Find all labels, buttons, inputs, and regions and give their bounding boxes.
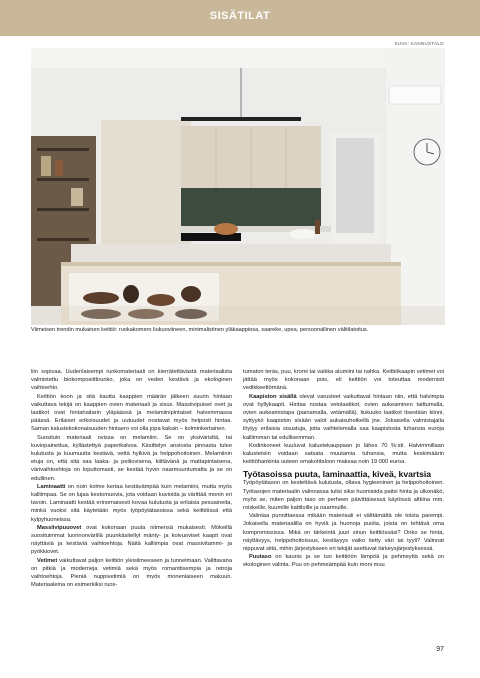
paragraph: Puutaso on kaunis ja se tuo keittiöön lämpöä ja pehmeyttä sekä on ekologinen valinta. Puu on pehmeämpää kuin moni muu <box>243 554 444 569</box>
paragraph: Valintaa punnittaessa mikään materiaali ei välttämättä ole toista parempi. Jokaisella materiaalilla on hyviä ja huonoja puolia, joista on tehtävä oma kompromississa. Mikä on tärkeintä juuri sinun keittiössäsi? Onko se hinta, näyttävyys, helppohoitoisuus, kestävyys vaiko tietty väri tai tyyli? Valinnat nippuvat siitä, mihin järjestykseen eri tekijät asettuvat tärkeysjärjestyksessä. <box>243 513 444 553</box>
paragraph: Suosituin materiaali ovissa on melamiini. Se on yksivärisltä, tai kuviopainettua, kyllästettyä paperikalvoa. Käsittelyn ansiosta pinnasta tulee kulutusta ja kuumuutta kestävä, vettä hylkivä ja helppohoitoinen. Melamiinin etuja on, että sitä saa laaka- ja peiliovisena, kiiltävänä ja mattapintaisena, värivaihtoehtoja on loputtomasti, se kestää hyvin naarmuuntumatta ja se on edullinen. <box>31 434 232 482</box>
right-text-column <box>243 368 444 570</box>
paragraph: liin sopivaa. Uudenlaisempi runkomateriaali on kierrätettävästä materiaalista valmistettu biokomposiittirunko, joka on veden kestävä ja ekologinen vaihtoehto. <box>31 369 232 392</box>
paragraph: Kaapiston sisällä olevat varusteet vaikuttavat hintaan niin, että halvimpia ovat hyllykaapit. Hintaa nostaa vetolaatikot, ovien aukeaminen taittumalla, ovien aukeamistapa (painamalla, vetämällä), liukuuko laatikot itsestään kiinni, syttyykö kaapiston sisään valot aukaisuhetkellä jne. Jokaisella valmistajalla löytyy erilaisia sisustuja, joita vaihtelemalla saa kaapistosta tuhansia euroja kalliimman tai edullisemman. <box>243 393 444 441</box>
left-text-column <box>31 368 232 589</box>
paragraph: Vetimet vaikuttavat paljon keittiön yleisilmeeseen ja tunnelmaan. Valittavana on pitkiä ja moderneja vetimiä sekä myös romanttisempia ja retroja vaihtoehtoja. Pieniä nuppivetimiä on myös monenlaiseen makuun. Materiaaleina on esimerkiksi ruos- <box>31 557 232 589</box>
paragraph: tumaton teräs, puu, kromi tai vaikka alumiini tai nahka. Keittiökaapin vetimet voi jättää myös kokonaan pois, eli keittiön voi toteuttaa modernisti vedikkeettömänä. <box>243 369 444 392</box>
page-number: 97 <box>436 646 444 653</box>
paragraph: Kodinkoneet kuuluvat kalustekauppaan jo lähes 70 %:sti. Halvimmillaan kalusteisiin voidaan satsata muutamia tuhansia, mutta keskimäärin keittiöhankinta uuteen omakotitaloon maksaa noin 19 000 euroa. <box>243 442 444 466</box>
paragraph: Työpöytätason on kestettävä kulutusta, oltava hygieeninen ja helppohoitoinen. Työtasojen materiaalin valinnassa tulisi siksi huomioida paitsi hinta ja ulkonäkö, myös se, miten paljon taso on perheen päivittäisessä käytössä alttiina mm. roiskeille, kuumille kattiloille ja naarmuille. <box>243 480 444 512</box>
photo-credit: KUVA: KANNUSTALO <box>394 41 444 46</box>
photo-caption: Viimeisen trendin mukainen keittiö: ruokakomero liukuoviineen, minimalistinen yläkaappiosa, saareke, upea, persoonallinen välitilatoitus. <box>31 327 369 333</box>
paragraph: Massiivipuuovet ovat kokonaan puuta niimensä mukaisesti. Mökeillä suosituimmat luonnonvärillä puunkäsitellyt mänty- ja koivuoviset kaapit ovat näyttäviä ja kestäviä vaihtoehtoja. Näitä kalliimpia ovat massivitammi- ja pyökkiovet. <box>31 524 232 556</box>
section-title: SISÄTILAT <box>209 10 271 22</box>
paragraph: Keittiön koon ja sitä kautta kaappien määrän jälkeen suurin hintaan vaikuttava tekijä on kaappien ovien materiaali ja sisus. Massiivipuiset ovet ja laatikot ovat hintahaitarin yläpäässä ja melamiinipintaiset halvemmassa päässä. Erilaiset erikoisuudet ja uutuudet nostavat myös helposti hintaa. Saman kalustekokonaisuuden hintaero voi olla jopa kaksin – kolminkertainen. <box>31 393 232 433</box>
paragraph: Laminaatti on noin kolme kertaa kestävämpää kuin melamiini, mutta myös kalliimpaa. Se on lujaa kestomuovia, jota voidaan kuvioida ja värittää monin eri tavoin. Laminaatti kestää erinomaisesti kovaa kulutusta ja erilaisia pesuaineita, minkä vuoksi sitä käytetään myös työpöytätasoissa sekä keittiöissä että kylpyhuoneissa. <box>31 483 232 523</box>
kitchen-illustration <box>31 48 445 325</box>
kitchen-photo <box>31 48 445 325</box>
subheading: Työtasoissa puuta, laminaattia, kiveä, kvartsia <box>243 469 432 480</box>
